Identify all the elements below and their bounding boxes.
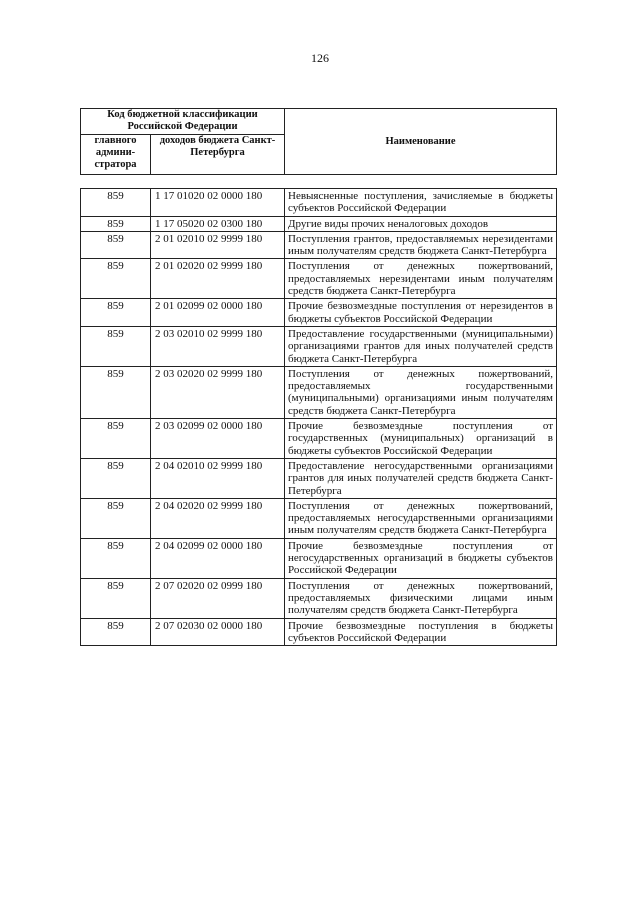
admin-code-cell: 859 [81, 538, 151, 578]
table-row [81, 299, 557, 327]
admin-code-cell: 859 [81, 299, 151, 327]
name-cell: Прочие безвозмездные поступления от негосударственных организаций в бюджеты субъектов Российской Федерации [285, 538, 557, 578]
name-cell: Невыясненные поступления, зачисляемые в бюджеты субъектов Российской Федерации [285, 189, 557, 217]
header-admin: главного админи-стратора [81, 135, 151, 175]
admin-code-cell: 859 [81, 578, 151, 618]
revenue-code-cell: 2 04 02010 02 9999 180 [151, 458, 285, 498]
admin-code-cell: 859 [81, 458, 151, 498]
table-row [81, 216, 557, 231]
revenue-code-cell: 2 03 02020 02 9999 180 [151, 366, 285, 418]
admin-code-cell: 859 [81, 189, 151, 217]
table-row [81, 458, 557, 498]
revenue-code-cell: 1 17 01020 02 0000 180 [151, 189, 285, 217]
table-header [80, 108, 557, 175]
page-number: 126 [311, 51, 329, 65]
table-row [81, 578, 557, 618]
table-row [81, 326, 557, 366]
name-cell: Поступления от денежных пожертвований, предоставляемых государственными (муниципальными) организациями иным получателям средств бюджета Санкт-Петербурга [285, 366, 557, 418]
revenue-table [80, 188, 557, 646]
table-row [81, 538, 557, 578]
revenue-code-cell: 2 04 02020 02 9999 180 [151, 498, 285, 538]
table-row [81, 366, 557, 418]
name-cell: Поступления грантов, предоставляемых нерезидентами иным получателям средств бюджета Санкт-Петербурга [285, 231, 557, 259]
admin-code-cell: 859 [81, 216, 151, 231]
name-cell: Прочие безвозмездные поступления в бюджеты субъектов Российской Федерации [285, 618, 557, 646]
name-cell: Поступления от денежных пожертвований, предоставляемых нерезидентами иным получателям средств бюджета Санкт-Петербурга [285, 259, 557, 299]
name-cell: Поступления от денежных пожертвований, предоставляемых негосударственными организациями иным получателям средств бюджета Санкт-Петербурга [285, 498, 557, 538]
admin-code-cell: 859 [81, 326, 151, 366]
revenue-code-cell: 2 04 02099 02 0000 180 [151, 538, 285, 578]
name-cell: Прочие безвозмездные поступления от государственных (муниципальных) организаций в бюджеты субъектов Российской Федерации [285, 419, 557, 459]
table-row [81, 231, 557, 259]
name-cell: Предоставление государственными (муниципальными) организациями грантов для иных получателей средств бюджета Санкт-Петербурга [285, 326, 557, 366]
revenue-code-cell: 2 03 02010 02 9999 180 [151, 326, 285, 366]
name-cell: Поступления от денежных пожертвований, предоставляемых физическими лицами иным получателям средств бюджета Санкт-Петербурга [285, 578, 557, 618]
table-row [81, 189, 557, 217]
revenue-code-cell: 2 01 02099 02 0000 180 [151, 299, 285, 327]
table-row [81, 259, 557, 299]
name-cell: Предоставление негосударственными организациями грантов для иных получателей средств бюджета Санкт-Петербурга [285, 458, 557, 498]
header-revenue: доходов бюджета Санкт-Петербурга [151, 135, 285, 175]
name-cell: Другие виды прочих неналоговых доходов [285, 216, 557, 231]
admin-code-cell: 859 [81, 498, 151, 538]
revenue-code-cell: 1 17 05020 02 0300 180 [151, 216, 285, 231]
revenue-code-cell: 2 03 02099 02 0000 180 [151, 419, 285, 459]
table-row [81, 419, 557, 459]
revenue-code-cell: 2 07 02030 02 0000 180 [151, 618, 285, 646]
admin-code-cell: 859 [81, 618, 151, 646]
name-cell: Прочие безвозмездные поступления от нерезидентов в бюджеты субъектов Российской Федерации [285, 299, 557, 327]
admin-code-cell: 859 [81, 366, 151, 418]
revenue-code-cell: 2 01 02010 02 9999 180 [151, 231, 285, 259]
table-row [81, 618, 557, 646]
revenue-code-cell: 2 01 02020 02 9999 180 [151, 259, 285, 299]
admin-code-cell: 859 [81, 231, 151, 259]
admin-code-cell: 859 [81, 259, 151, 299]
header-group-title: Код бюджетной классификации Российской Федерации [81, 109, 285, 135]
table-row [81, 498, 557, 538]
admin-code-cell: 859 [81, 419, 151, 459]
header-name: Наименование [285, 109, 557, 175]
revenue-code-cell: 2 07 02020 02 0999 180 [151, 578, 285, 618]
